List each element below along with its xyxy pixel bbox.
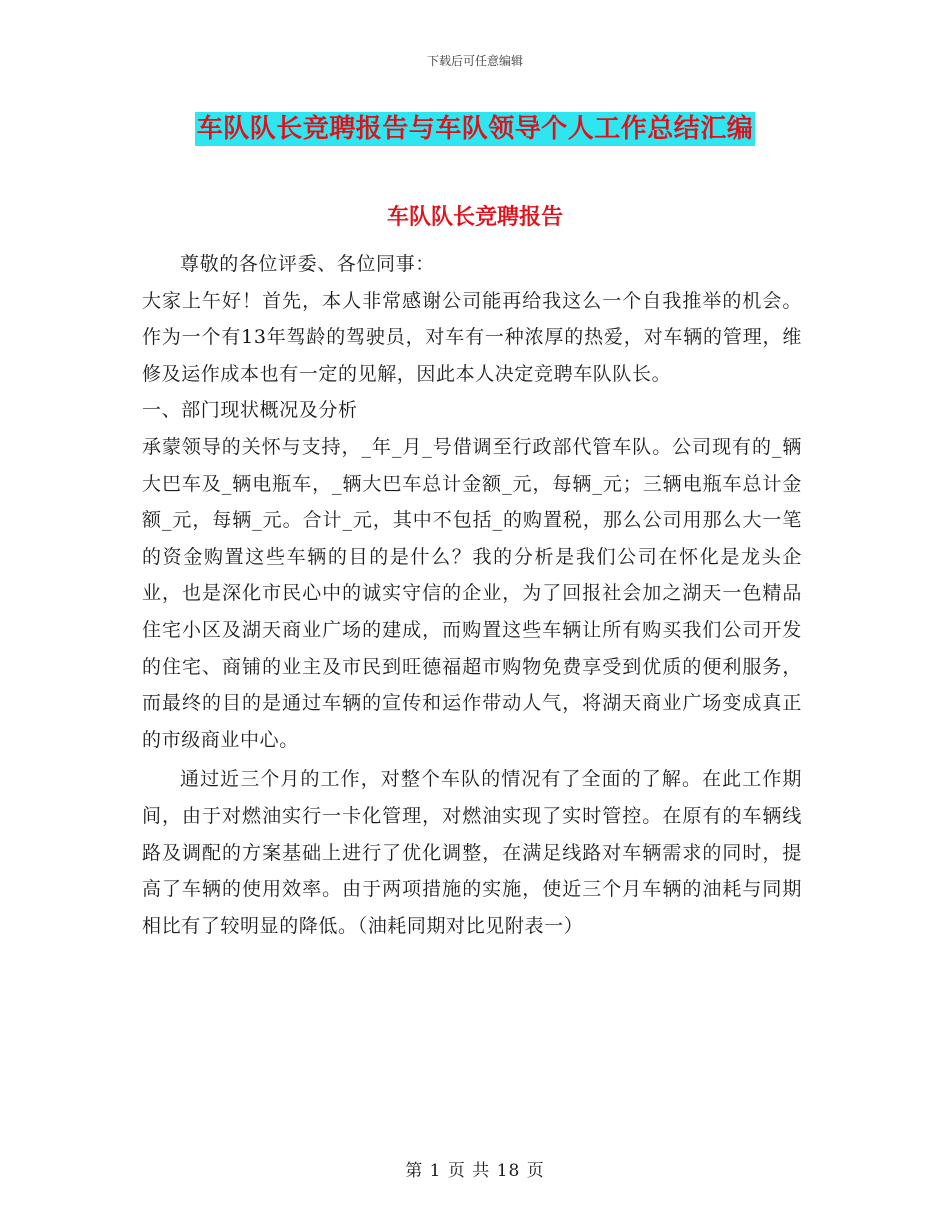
page-footer: 第 1 页 共 18 页 [405,1161,545,1181]
section-heading: 一、部门现状概况及分析 [142,399,358,422]
section-title: 车队队长竞聘报告 [386,204,563,230]
paragraph-work: 通过近三个月的工作，对整个车队的情况有了全面的了解。在此工作期间，由于对燃油实行一卡化管理，对燃油实现了实时管控。在原有的车辆线路及调配的方案基础上进行了优化调整，在满足线路对车辆需求的同时，提高了车辆的使用效率。由于两项措施的实施，使近三个月车辆的油耗与同期相比有了较明显的降低。（油耗同期对比见附表一） [142,768,802,937]
document-body [142,246,802,944]
header-note: 下载后可任意编辑 [426,54,523,68]
salutation: 尊敬的各位评委、各位同事： [180,253,435,275]
document-title: 车队队长竞聘报告与车队领导个人工作总结汇编 [196,114,754,144]
paragraph-greeting: 大家上午好！首先，本人非常感谢公司能再给我这么一个自我推举的机会。作为一个有13年驾龄的驾驶员，对车有一种浓厚的热爱，对车辆的管理，维修及运作成本也有一定的见解，因此本人决定竞聘车队队长。 [142,289,802,385]
main-title-wrap [0,112,950,146]
paragraph-status: 承蒙领导的关怀与支持，_年_月_号借调至行政部代管车队。公司现有的_辆大巴车及_辆电瓶车，_辆大巴车总计金额_元，每辆_元；三辆电瓶车总计金额_元，每辆_元。合计_元，其中不包括_的购置税，那么公司用那么大一笔的资金购置这些车辆的目的是什么？我的分析是我们公司在怀化是龙头企业，也是深化市民心中的诚实守信的企业，为了回报社会加之湖天一色精品住宅小区及湖天商业广场的建成，而购置这些车辆让所有购买我们公司开发的住宅、商铺的业主及市民到旺德福超市购物免费享受到优质的便利服务，而最终的目的是通过车辆的宣传和运作带动人气，将湖天商业广场变成真正的市级商业中心。 [142,435,802,751]
